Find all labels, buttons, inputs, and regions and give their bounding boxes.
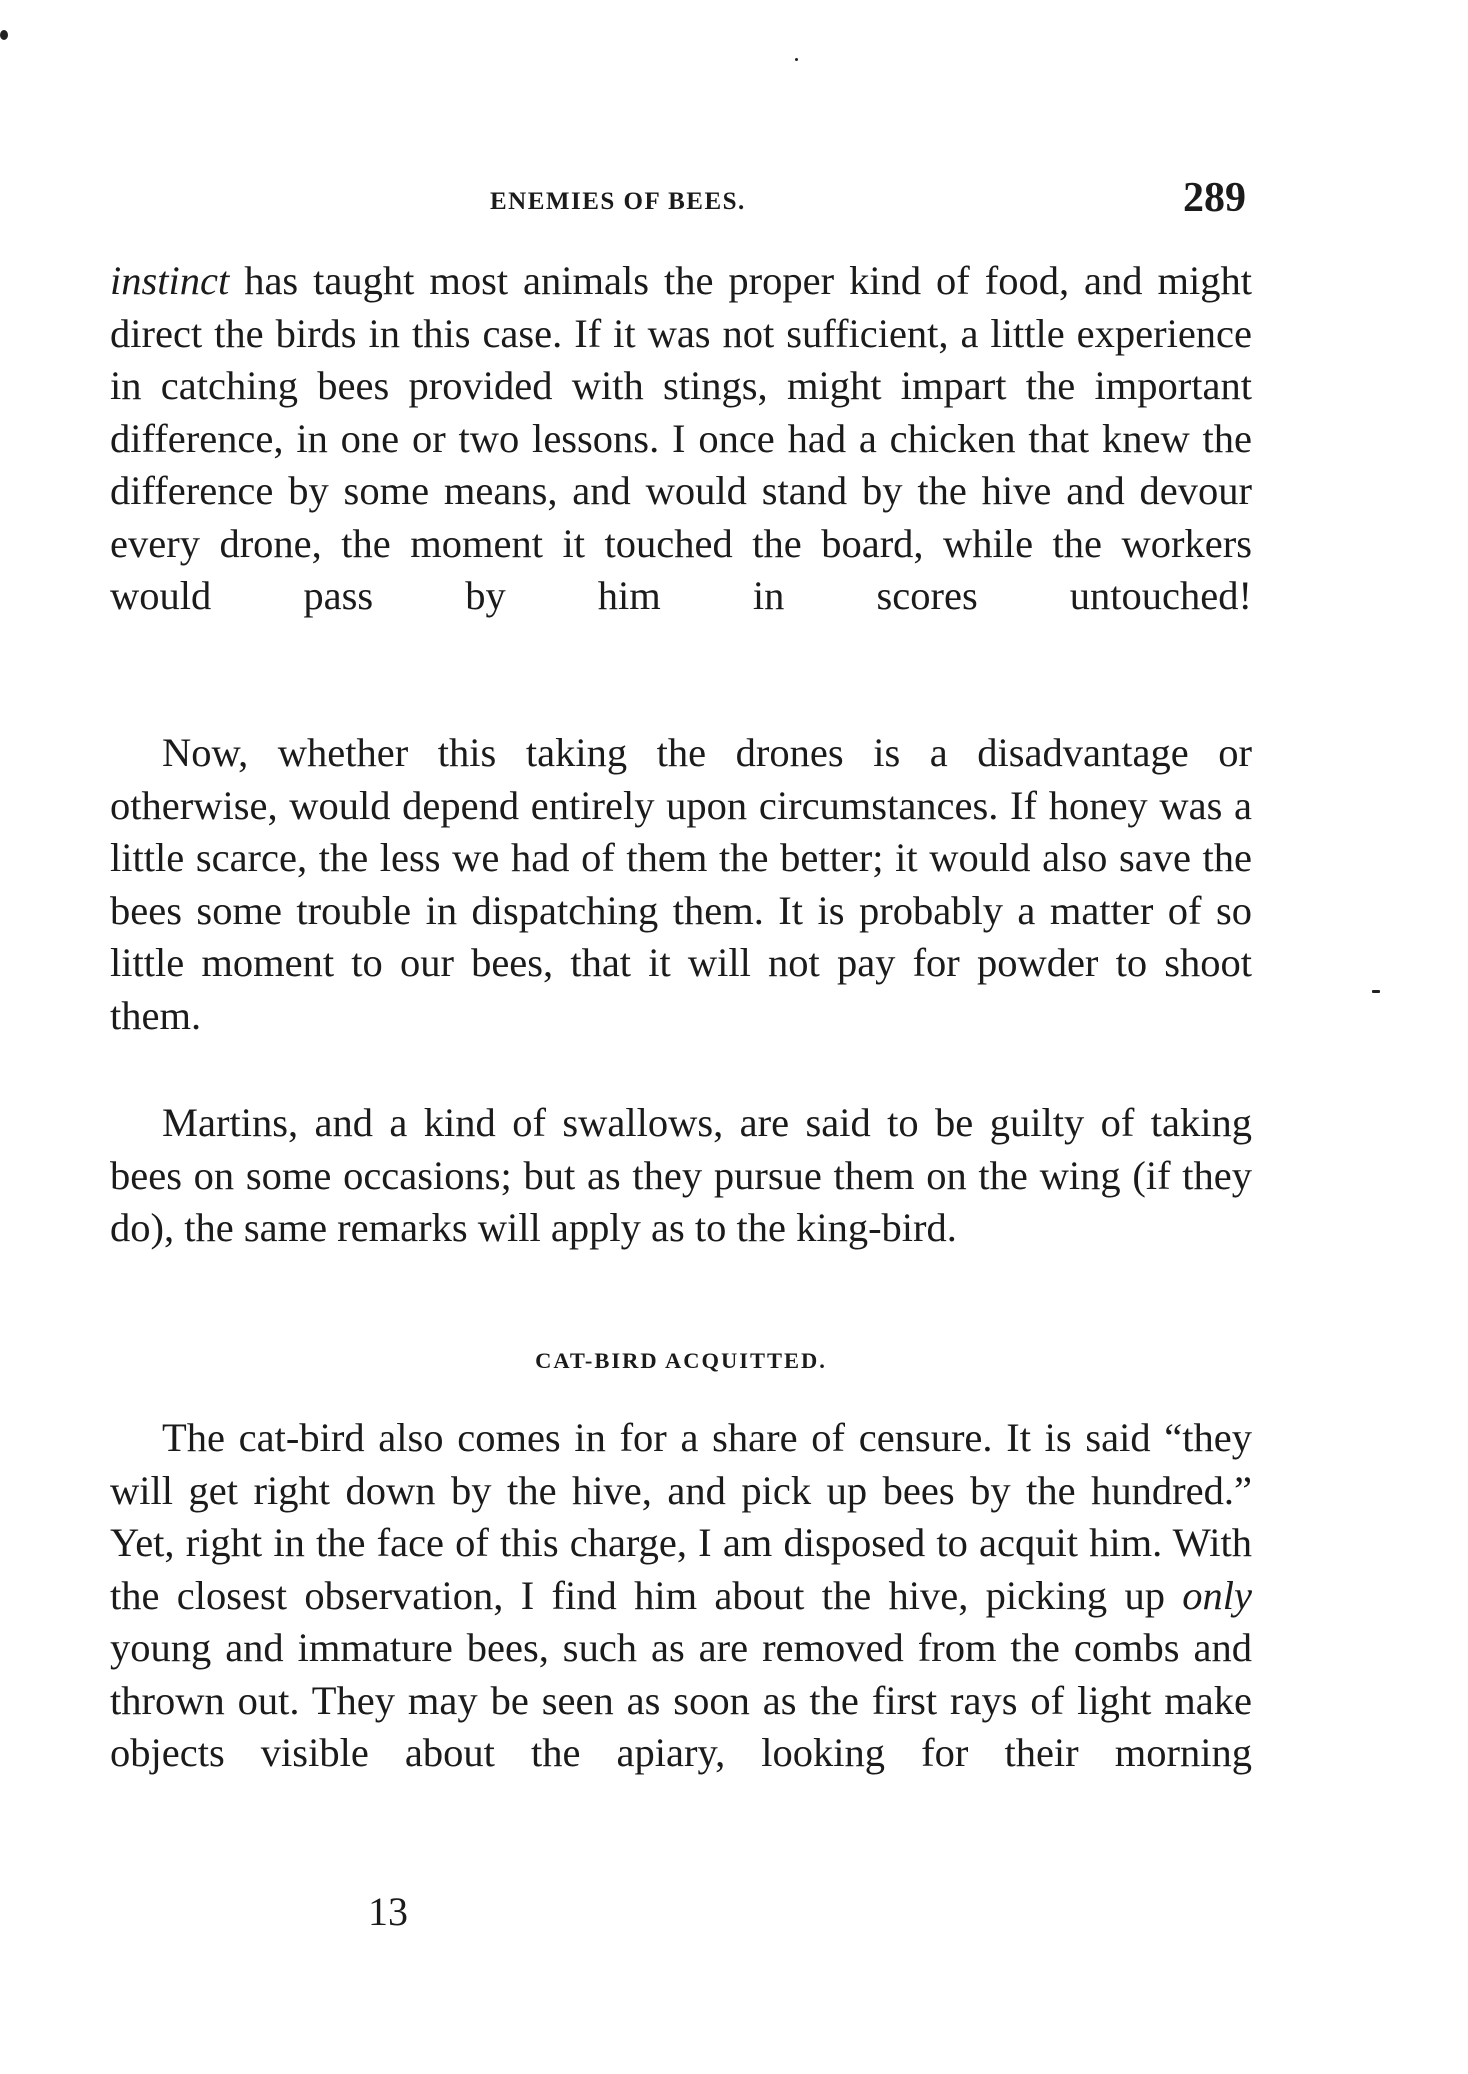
body-paragraph-3: [110, 1097, 1252, 1255]
page-header: [110, 175, 1252, 226]
paragraph-text: [110, 727, 1252, 1042]
italic-text: only: [1182, 1572, 1252, 1618]
print-speck: [795, 58, 798, 61]
italic-text: instinct: [110, 258, 230, 303]
text-run: has taught most animals the proper kind of food, and might direct the birds in this case. If it was not sufficient, a little experience in catching bees provided with stings, might impart the important difference, in one or two lessons. I once had a chicken that knew the difference by some means, and would stand by the hive and devour every drone, the moment it touched the board, while the workers would pass by him in scores untouched!: [110, 258, 1252, 618]
print-speck: [0, 30, 8, 40]
paragraph-text: [110, 255, 1252, 623]
paragraph-text: [110, 1412, 1252, 1780]
print-speck: [1372, 990, 1380, 993]
text-run: Now, whether this taking the drones is a disadvantage or otherwise, would depend entirely upon circumstances. If honey was a little scarce, the less we had of them the better; it would also save the bees some trouble in dispatching them. It is probably a matter of so little moment to our bees, that it will not pay for powder to shoot them.: [110, 730, 1252, 1038]
body-paragraph-2: [110, 727, 1252, 1042]
section-paragraph: [110, 1412, 1252, 1780]
page-number: 289: [1183, 175, 1246, 221]
signature-mark: 13: [368, 1889, 408, 1934]
running-head: ENEMIES OF BEES.: [490, 188, 746, 215]
body-paragraph-1: [110, 255, 1252, 623]
text-run: Martins, and a kind of swallows, are said to be guilty of taking bees on some occasions; but as they pursue them on the wing (if they do), the same remarks will apply as to the king-bird.: [110, 1100, 1252, 1250]
section-heading: CAT-BIRD ACQUITTED.: [535, 1348, 827, 1373]
text-run: young and immature bees, such as are removed from the combs and thrown out. They may be seen as soon as the first rays of light make objects visible about the apiary, looking for their morning: [110, 1625, 1252, 1775]
paragraph-text: [110, 1097, 1252, 1255]
text-run: The cat-bird also comes in for a share of censure. It is said “they will get right down by the hive, and pick up bees by the hundred.” Yet, right in the face of this charge, I am disposed to acquit him. With the closest observation, I find him about the hive, picking up: [110, 1415, 1252, 1618]
